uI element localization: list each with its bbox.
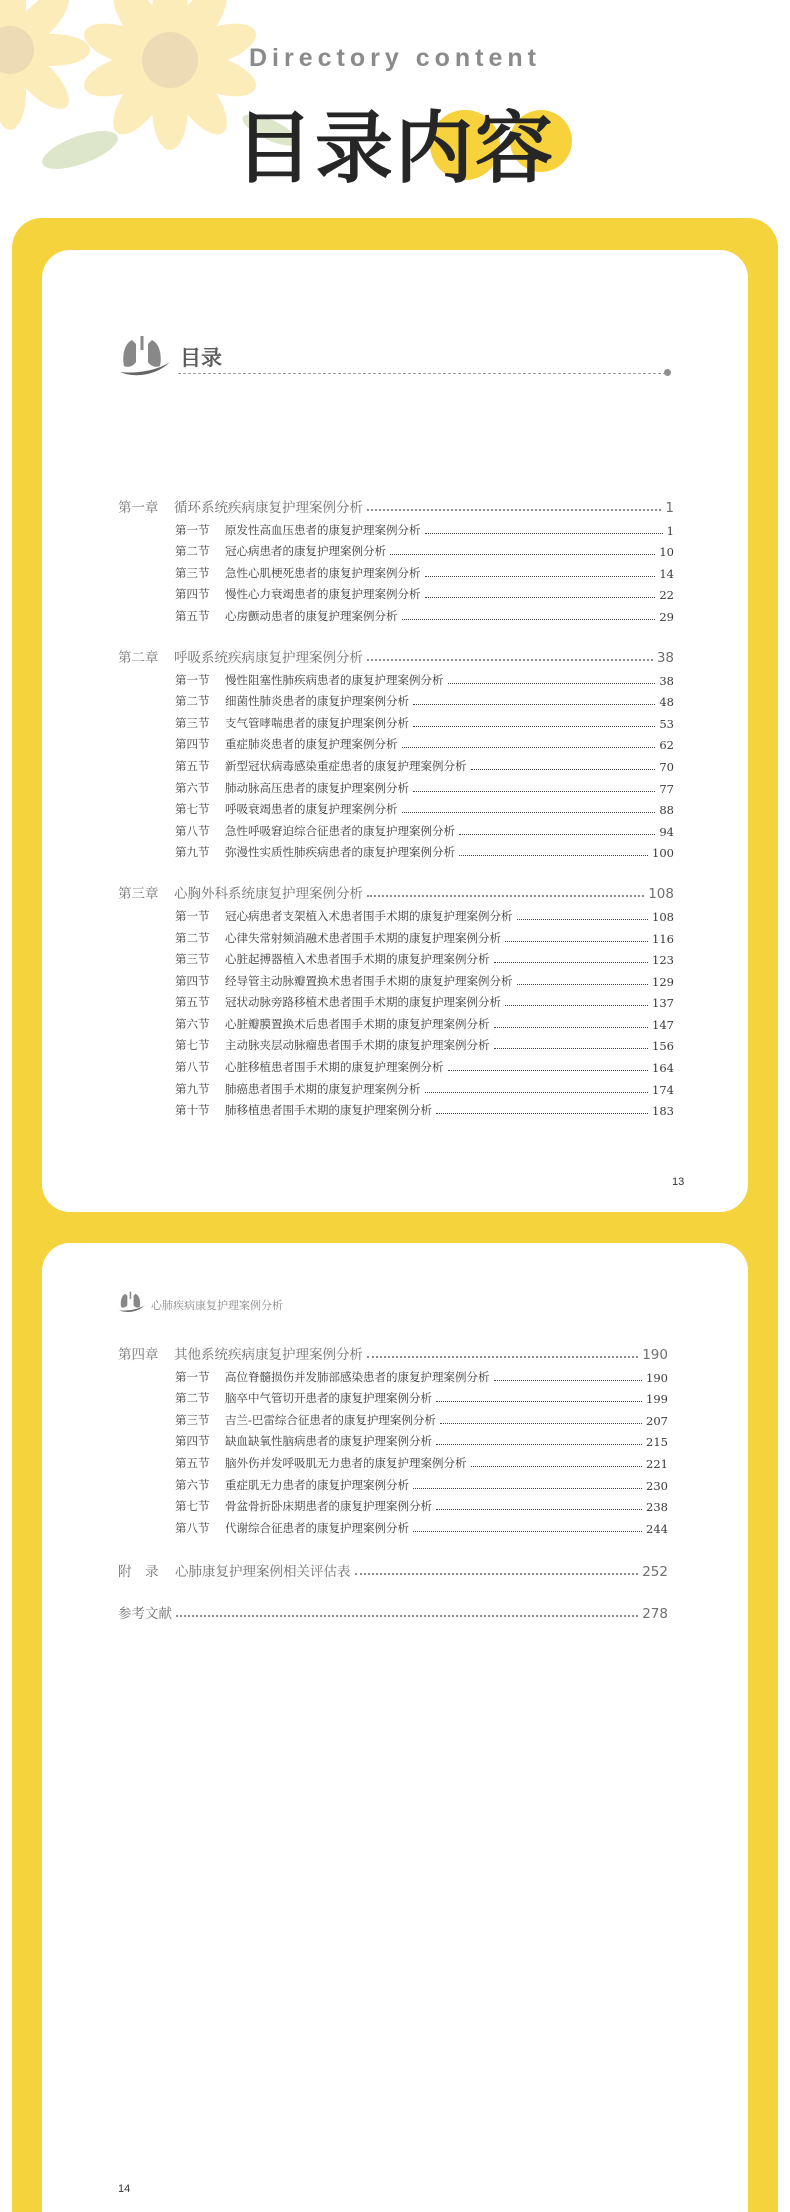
section-entry[interactable]	[118, 924, 674, 946]
entry-page: 190	[646, 1370, 668, 1385]
leader-dots	[494, 1027, 649, 1028]
entry-number: 第一节	[175, 672, 210, 687]
entry-page: 62	[659, 738, 674, 753]
section-entry[interactable]	[118, 602, 674, 624]
entry-title: 循环系统疾病康复护理案例分析	[174, 500, 363, 516]
toc-list	[118, 494, 674, 1118]
entry-page: 278	[642, 1605, 668, 1622]
section-entry[interactable]	[118, 774, 674, 796]
leader-dots	[413, 1531, 642, 1532]
entry-title: 肺癌患者围手术期的康复护理案例分析	[225, 1081, 421, 1096]
entry-number: 第一章	[118, 500, 159, 516]
page-title: 目录内容	[234, 104, 555, 194]
heading-dashed-rule	[178, 373, 666, 374]
entry-title: 新型冠状病毒感染重症患者的康复护理案例分析	[225, 758, 467, 773]
leader-dots	[494, 1048, 649, 1049]
leader-dots	[448, 683, 656, 684]
appendix-entry[interactable]	[118, 1558, 668, 1580]
entry-title: 心房颤动患者的康复护理案例分析	[225, 608, 398, 623]
section-entry[interactable]	[118, 1406, 668, 1428]
chapter-entry[interactable]	[118, 494, 674, 516]
entry-page: 22	[659, 588, 674, 603]
entry-number: 第二节	[175, 1391, 210, 1406]
section-entry[interactable]	[118, 1471, 668, 1493]
entry-number: 第六节	[175, 1477, 210, 1492]
section-entry[interactable]	[118, 1428, 668, 1450]
entry-number: 第七节	[175, 802, 210, 817]
entry-title: 细菌性肺炎患者的康复护理案例分析	[225, 694, 409, 709]
entry-page: 123	[652, 953, 674, 968]
entry-page: 164	[652, 1061, 674, 1076]
leader-dots	[517, 919, 649, 920]
toc-page-14	[42, 1243, 748, 2212]
leader-dots	[402, 747, 656, 748]
entry-title: 心脏移植患者围手术期的康复护理案例分析	[225, 1060, 444, 1075]
leader-dots	[505, 941, 648, 942]
toc-heading	[118, 336, 668, 376]
leader-dots	[459, 855, 648, 856]
entry-page: 100	[652, 846, 674, 861]
entry-page: 77	[659, 781, 674, 796]
entry-title: 脑外伤并发呼吸肌无力患者的康复护理案例分析	[225, 1455, 467, 1470]
leader-dots	[367, 659, 653, 661]
leader-dots	[517, 984, 649, 985]
entry-number: 第六节	[175, 780, 210, 795]
entry-page: 215	[646, 1435, 668, 1450]
section-entry[interactable]	[118, 752, 674, 774]
entry-title: 呼吸衰竭患者的康复护理案例分析	[225, 802, 398, 817]
leader-dots	[425, 1092, 649, 1093]
page-subtitle: Directory content	[249, 44, 541, 72]
entry-page: 1	[665, 500, 674, 516]
entry-page: 244	[646, 1521, 668, 1536]
entry-number: 第二节	[175, 694, 210, 709]
leader-dots	[390, 554, 655, 555]
section-entry[interactable]	[118, 1514, 668, 1536]
leader-dots	[440, 1423, 642, 1424]
leader-dots	[425, 576, 656, 577]
toc-list	[118, 1341, 668, 1622]
lungs-logo-icon	[118, 336, 172, 376]
entry-number: 第八节	[175, 823, 210, 838]
leader-dots	[425, 597, 656, 598]
entry-page: 129	[652, 974, 674, 989]
entry-title: 心脏起搏器植入术患者围手术期的康复护理案例分析	[225, 952, 490, 967]
entry-title: 高位脊髓损伤并发肺部感染患者的康复护理案例分析	[225, 1369, 490, 1384]
chapter-entry[interactable]	[118, 880, 674, 902]
section-entry[interactable]	[118, 666, 674, 688]
leader-dots	[436, 1113, 648, 1114]
entry-page: 147	[652, 1017, 674, 1032]
entry-number: 第四章	[118, 1347, 159, 1363]
entry-number: 第七节	[175, 1499, 210, 1514]
entry-page: 108	[648, 886, 674, 903]
entry-title: 心肺康复护理案例相关评估表	[175, 1563, 351, 1580]
entry-number: 第二节	[175, 544, 210, 559]
entry-number: 第二章	[118, 649, 159, 666]
entry-number: 第三节	[175, 565, 210, 580]
section-entry[interactable]	[118, 839, 674, 861]
entry-number: 第五节	[175, 758, 210, 773]
leader-dots	[494, 962, 649, 963]
entry-number: 第九节	[175, 845, 210, 860]
entry-number: 第七节	[175, 1038, 210, 1053]
section-entry[interactable]	[118, 902, 674, 924]
entry-page: 221	[646, 1456, 668, 1471]
entry-page: 199	[646, 1392, 668, 1407]
entry-title: 经导管主动脉瓣置换术患者围手术期的康复护理案例分析	[225, 973, 513, 988]
entry-title: 重症肌无力患者的康复护理案例分析	[225, 1477, 409, 1492]
entry-page: 94	[659, 824, 674, 839]
entry-number: 第八节	[175, 1060, 210, 1075]
section-entry[interactable]	[118, 1075, 674, 1097]
entry-number: 第四节	[175, 973, 210, 988]
section-entry[interactable]	[118, 796, 674, 818]
section-entry[interactable]	[118, 581, 674, 603]
entry-title: 代谢综合征患者的康复护理案例分析	[225, 1520, 409, 1535]
leader-dots	[425, 533, 663, 534]
entry-number: 第五节	[175, 608, 210, 623]
entry-page: 207	[646, 1413, 668, 1428]
entry-page: 230	[646, 1478, 668, 1493]
entry-number: 第五节	[175, 995, 210, 1010]
leader-dots	[436, 1509, 642, 1510]
entry-number: 第四节	[175, 587, 210, 602]
section-entry[interactable]	[118, 559, 674, 581]
leader-dots	[413, 791, 655, 792]
leader-dots	[471, 769, 656, 770]
yellow-frame	[12, 218, 778, 2212]
entry-page: 48	[659, 695, 674, 710]
entry-title: 肺动脉高压患者的康复护理案例分析	[225, 780, 409, 795]
entry-title: 吉兰-巴雷综合征患者的康复护理案例分析	[225, 1412, 436, 1427]
leader-dots	[505, 1005, 648, 1006]
chapter-entry[interactable]	[118, 1341, 668, 1363]
entry-title: 原发性高血压患者的康复护理案例分析	[225, 522, 421, 537]
toc-heading-label: 目录	[180, 346, 222, 370]
entry-page: 238	[646, 1500, 668, 1515]
leader-dots	[402, 619, 656, 620]
entry-number: 第一节	[175, 1369, 210, 1384]
section-entry[interactable]	[118, 946, 674, 968]
entry-title: 缺血缺氧性脑病患者的康复护理案例分析	[225, 1434, 432, 1449]
page-number: 14	[118, 2183, 131, 2195]
entry-title: 心胸外科系统康复护理案例分析	[174, 886, 363, 903]
references-entry[interactable]	[118, 1600, 668, 1622]
entry-title: 重症肺炎患者的康复护理案例分析	[225, 737, 398, 752]
entry-number: 第三章	[118, 886, 159, 903]
entry-title: 冠心病患者的康复护理案例分析	[225, 544, 386, 559]
entry-title: 参考文献	[118, 1605, 172, 1622]
section-entry[interactable]	[118, 1010, 674, 1032]
entry-number: 第九节	[175, 1081, 210, 1096]
entry-page: 1	[666, 523, 674, 538]
leader-dots	[355, 1573, 639, 1575]
entry-title: 脑卒中气管切开患者的康复护理案例分析	[225, 1391, 432, 1406]
entry-title: 慢性阻塞性肺疾病患者的康复护理案例分析	[225, 672, 444, 687]
entry-title: 急性呼吸窘迫综合征患者的康复护理案例分析	[225, 823, 455, 838]
entry-title: 其他系统疾病康复护理案例分析	[174, 1347, 363, 1363]
entry-title: 心律失常射频消融术患者围手术期的康复护理案例分析	[225, 930, 501, 945]
entry-number: 第四节	[175, 1434, 210, 1449]
page-number: 13	[672, 1176, 685, 1188]
entry-title: 冠状动脉旁路移植术患者围手术期的康复护理案例分析	[225, 995, 501, 1010]
leader-dots	[367, 1356, 638, 1358]
entry-page: 53	[659, 716, 674, 731]
header-banner	[0, 0, 790, 215]
section-entry[interactable]	[118, 1053, 674, 1075]
section-entry[interactable]	[118, 516, 674, 538]
leader-dots	[413, 1488, 642, 1489]
entry-title: 骨盆骨折卧床期患者的康复护理案例分析	[225, 1499, 432, 1514]
entry-number: 第五节	[175, 1455, 210, 1470]
section-entry[interactable]	[118, 989, 674, 1011]
entry-title: 弥漫性实质性肺疾病患者的康复护理案例分析	[225, 845, 455, 860]
section-entry[interactable]	[118, 1363, 668, 1385]
lungs-logo-icon	[118, 1291, 146, 1313]
section-entry[interactable]	[118, 1097, 674, 1119]
entry-page: 183	[652, 1104, 674, 1119]
entry-title: 冠心病患者支架植入术患者围手术期的康复护理案例分析	[225, 908, 513, 923]
leader-dots	[413, 726, 655, 727]
section-entry[interactable]	[118, 538, 674, 560]
leader-dots	[413, 704, 655, 705]
entry-page: 174	[652, 1082, 674, 1097]
leader-dots	[448, 1070, 649, 1071]
leader-dots	[459, 834, 655, 835]
leader-dots	[494, 1380, 643, 1381]
entry-number: 第一节	[175, 522, 210, 537]
entry-page: 190	[642, 1347, 668, 1363]
section-entry[interactable]	[118, 709, 674, 731]
entry-title: 呼吸系统疾病康复护理案例分析	[174, 649, 363, 666]
entry-title: 肺移植患者围手术期的康复护理案例分析	[225, 1103, 432, 1118]
entry-page: 108	[652, 909, 674, 924]
entry-number: 第三节	[175, 715, 210, 730]
entry-page: 88	[659, 803, 674, 818]
entry-page: 38	[659, 673, 674, 688]
leader-dots	[471, 1466, 643, 1467]
leader-dots	[367, 895, 644, 897]
entry-page: 252	[642, 1563, 668, 1580]
entry-title: 急性心肌梗死患者的康复护理案例分析	[225, 565, 421, 580]
leader-dots	[436, 1401, 642, 1402]
section-entry[interactable]	[118, 1493, 668, 1515]
leader-dots	[367, 509, 661, 511]
entry-number: 第四节	[175, 737, 210, 752]
section-entry[interactable]	[118, 967, 674, 989]
entry-page: 70	[659, 759, 674, 774]
entry-number: 第三节	[175, 1412, 210, 1427]
entry-title: 主动脉夹层动脉瘤患者围手术期的康复护理案例分析	[225, 1038, 490, 1053]
entry-number: 第八节	[175, 1520, 210, 1535]
running-head	[118, 1291, 418, 1317]
entry-page: 10	[659, 545, 674, 560]
entry-page: 29	[659, 609, 674, 624]
entry-number: 第一节	[175, 908, 210, 923]
chapter-entry[interactable]	[118, 644, 674, 666]
entry-title: 心脏瓣膜置换术后患者围手术期的康复护理案例分析	[225, 1016, 490, 1031]
entry-number: 附 录	[118, 1563, 159, 1580]
entry-page: 14	[659, 566, 674, 581]
leader-dots	[176, 1615, 638, 1617]
section-entry[interactable]	[118, 731, 674, 753]
entry-page: 116	[652, 931, 674, 946]
entry-title: 支气管哮喘患者的康复护理案例分析	[225, 715, 409, 730]
entry-number: 第十节	[175, 1103, 210, 1118]
section-entry[interactable]	[118, 688, 674, 710]
entry-number: 第二节	[175, 930, 210, 945]
section-entry[interactable]	[118, 817, 674, 839]
section-entry[interactable]	[118, 1449, 668, 1471]
entry-title: 慢性心力衰竭患者的康复护理案例分析	[225, 587, 421, 602]
entry-number: 第三节	[175, 952, 210, 967]
entry-page: 38	[656, 649, 674, 666]
running-head-label: 心肺疾病康复护理案例分析	[151, 1299, 283, 1312]
heading-rule-dot	[664, 369, 671, 376]
entry-page: 156	[652, 1039, 674, 1054]
entry-number: 第六节	[175, 1016, 210, 1031]
leader-dots	[402, 812, 656, 813]
section-entry[interactable]	[118, 1032, 674, 1054]
title-block	[0, 80, 790, 194]
leader-dots	[436, 1444, 642, 1445]
entry-page: 137	[652, 996, 674, 1011]
section-entry[interactable]	[118, 1385, 668, 1407]
toc-page-13	[42, 250, 748, 1212]
